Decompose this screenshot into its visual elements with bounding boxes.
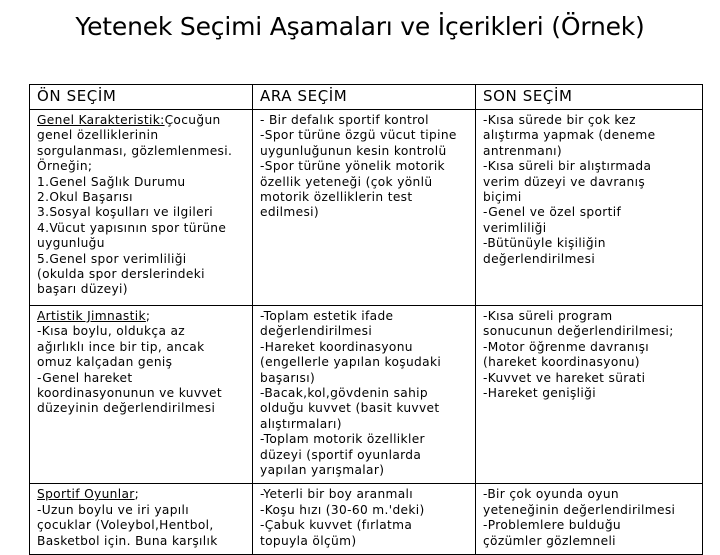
slide-title: Yetenek Seçimi Aşamaları ve İçerikleri (Örnek) bbox=[75, 12, 645, 41]
header-ara-secim: ARA SEÇİM bbox=[253, 85, 476, 110]
cell-text-line: edilmesi) bbox=[260, 205, 320, 220]
cell-text-line: alıştırma yapmak (deneme bbox=[483, 128, 656, 143]
cell-text-line: 5.Genel spor verimliliği bbox=[37, 251, 187, 266]
cell-text-line: -Kısa sürede bir çok kez bbox=[483, 113, 636, 127]
cell-text-line: -Yeterli bir boy aranmalı bbox=[260, 487, 414, 502]
cell-text-line: verim düzeyi ve davranış bbox=[483, 174, 646, 189]
cell-text-line: topuyla ölçüm) bbox=[260, 533, 357, 548]
cell-heading-line bbox=[37, 487, 245, 502]
cell-ara-secim bbox=[253, 484, 476, 555]
cell-on-secim bbox=[30, 306, 253, 484]
cell-text-line: antrenmanı) bbox=[483, 143, 562, 158]
cell-text-line: -Genel ve özel sportif bbox=[483, 205, 622, 220]
cell-text-line: düzeyi (sportif oyunlarda bbox=[260, 447, 422, 462]
cell-text-line: alıştırmaları) bbox=[260, 416, 342, 431]
cell-heading: Artistik Jimnastik bbox=[37, 309, 146, 323]
cell-text-line: başarı düzeyi) bbox=[37, 282, 128, 297]
cell-text-line: 1.Genel Sağlık Durumu bbox=[37, 174, 186, 189]
cell-text-line: düzeyinin değerlendirilmesi bbox=[37, 401, 216, 416]
cell-text-line: başarısı) bbox=[260, 370, 316, 385]
header-on-secim: ÖN SEÇİM bbox=[30, 85, 253, 110]
cell-text-line: -Hareket koordinasyonu bbox=[260, 339, 413, 354]
cell-text-line: - Bir defalık sportif kontrol bbox=[260, 113, 429, 127]
cell-ara-secim bbox=[253, 110, 476, 306]
cell-son-secim bbox=[476, 110, 703, 306]
cell-on-secim bbox=[30, 484, 253, 555]
cell-heading-line bbox=[37, 113, 245, 128]
cell-text-line: 4.Vücut yapısının spor türüne bbox=[37, 220, 227, 235]
cell-text-line: değerlendirilmesi bbox=[483, 251, 596, 266]
cell-text-line: -Kısa boylu, oldukça az bbox=[37, 324, 186, 339]
cell-text-line: genel özelliklerinin bbox=[37, 128, 159, 143]
cell-text-line: sorgulanması, gözlemlenmesi. bbox=[37, 143, 233, 158]
cell-text-line: yapılan yarışmalar) bbox=[260, 463, 385, 478]
cell-heading-rest: Çocuğun bbox=[164, 113, 221, 127]
header-son-secim: SON SEÇİM bbox=[476, 85, 703, 110]
cell-text-line: Örneğin; bbox=[37, 159, 93, 174]
cell-text-line: Basketbol için. Buna karşılık bbox=[37, 533, 218, 548]
cell-text-line: -Spor türüne yönelik motorik bbox=[260, 159, 445, 174]
cell-son-secim bbox=[476, 484, 703, 555]
cell-ara-secim bbox=[253, 306, 476, 484]
cell-text-line: -Motor öğrenme davranışı bbox=[483, 339, 650, 354]
cell-text-line: ağırlıklı ince bir tip, ancak bbox=[37, 339, 205, 354]
table-header-row bbox=[30, 85, 703, 110]
cell-text-line: -Toplam motorik özellikler bbox=[260, 432, 425, 447]
cell-heading-line bbox=[37, 309, 245, 324]
cell-heading: Sportif Oyunlar bbox=[37, 487, 135, 502]
cell-text-line: 3.Sosyal koşulları ve ilgileri bbox=[37, 205, 214, 220]
cell-text-line: -Bacak,kol,gövdenin sahip bbox=[260, 386, 428, 401]
table-row bbox=[30, 306, 703, 484]
cell-text-line: yeteneğinin değerlendirilmesi bbox=[483, 502, 676, 517]
cell-text-line: uygunluğu bbox=[37, 236, 105, 251]
cell-text-line: -Toplam estetik ifade bbox=[260, 309, 394, 323]
cell-text-line: (engellerle yapılan koşudaki bbox=[260, 355, 442, 370]
cell-heading-rest: ; bbox=[145, 309, 151, 323]
cell-text-line: -Bir çok oyunda oyun bbox=[483, 487, 619, 502]
cell-text-line: -Çabuk kuvvet (fırlatma bbox=[260, 518, 413, 533]
cell-text-line: (okulda spor derslerindeki bbox=[37, 267, 205, 282]
cell-text-line: -Hareket genişliği bbox=[483, 386, 596, 401]
cell-text-line: -Problemlere bulduğu bbox=[483, 518, 621, 533]
cell-text-line: -Genel hareket bbox=[37, 370, 133, 385]
cell-text-line: -Kısa süreli program bbox=[483, 309, 613, 323]
cell-text-line: -Bütünüyle kişiliğin bbox=[483, 236, 606, 251]
cell-text-line: -Uzun boylu ve iri yapılı bbox=[37, 502, 189, 517]
cell-heading-rest: ; bbox=[134, 487, 140, 502]
cell-text-line: özellik yeteneği (çok yönlü bbox=[260, 174, 433, 189]
cell-heading: Genel Karakteristik: bbox=[37, 113, 165, 127]
cell-text-line: biçimi bbox=[483, 190, 522, 205]
cell-text-line: uygunluğunun kesin kontrolü bbox=[260, 143, 447, 158]
cell-text-line: omuz kalçadan geniş bbox=[37, 355, 173, 370]
cell-text-line: çözümler gözlemneli bbox=[483, 533, 616, 548]
cell-text-line: koordinasyonunun ve kuvvet bbox=[37, 386, 222, 401]
cell-text-line: değerlendirilmesi bbox=[260, 324, 373, 339]
cell-text-line: çocuklar (Voleybol,Hentbol, bbox=[37, 518, 214, 533]
cell-text-line: -Spor türüne özgü vücut tipine bbox=[260, 128, 457, 143]
cell-text-line: motorik özelliklerin test bbox=[260, 190, 413, 205]
cell-text-line: verimliliği bbox=[483, 220, 547, 235]
cell-on-secim bbox=[30, 110, 253, 306]
cell-text-line: -Kuvvet ve hareket sürati bbox=[483, 370, 646, 385]
table-row bbox=[30, 110, 703, 306]
cell-text-line: -Koşu hızı (30-60 m.'deki) bbox=[260, 502, 425, 517]
cell-son-secim bbox=[476, 306, 703, 484]
cell-text-line: sonucunun değerlendirilmesi; bbox=[483, 324, 674, 339]
cell-text-line: olduğu kuvvet (basit kuvvet bbox=[260, 401, 440, 416]
selection-stages-table bbox=[29, 84, 703, 555]
cell-text-line: -Kısa süreli bir alıştırmada bbox=[483, 159, 652, 174]
cell-text-line: (hareket koordinasyonu) bbox=[483, 355, 640, 370]
cell-text-line: 2.Okul Başarısı bbox=[37, 190, 133, 205]
table-row bbox=[30, 484, 703, 555]
